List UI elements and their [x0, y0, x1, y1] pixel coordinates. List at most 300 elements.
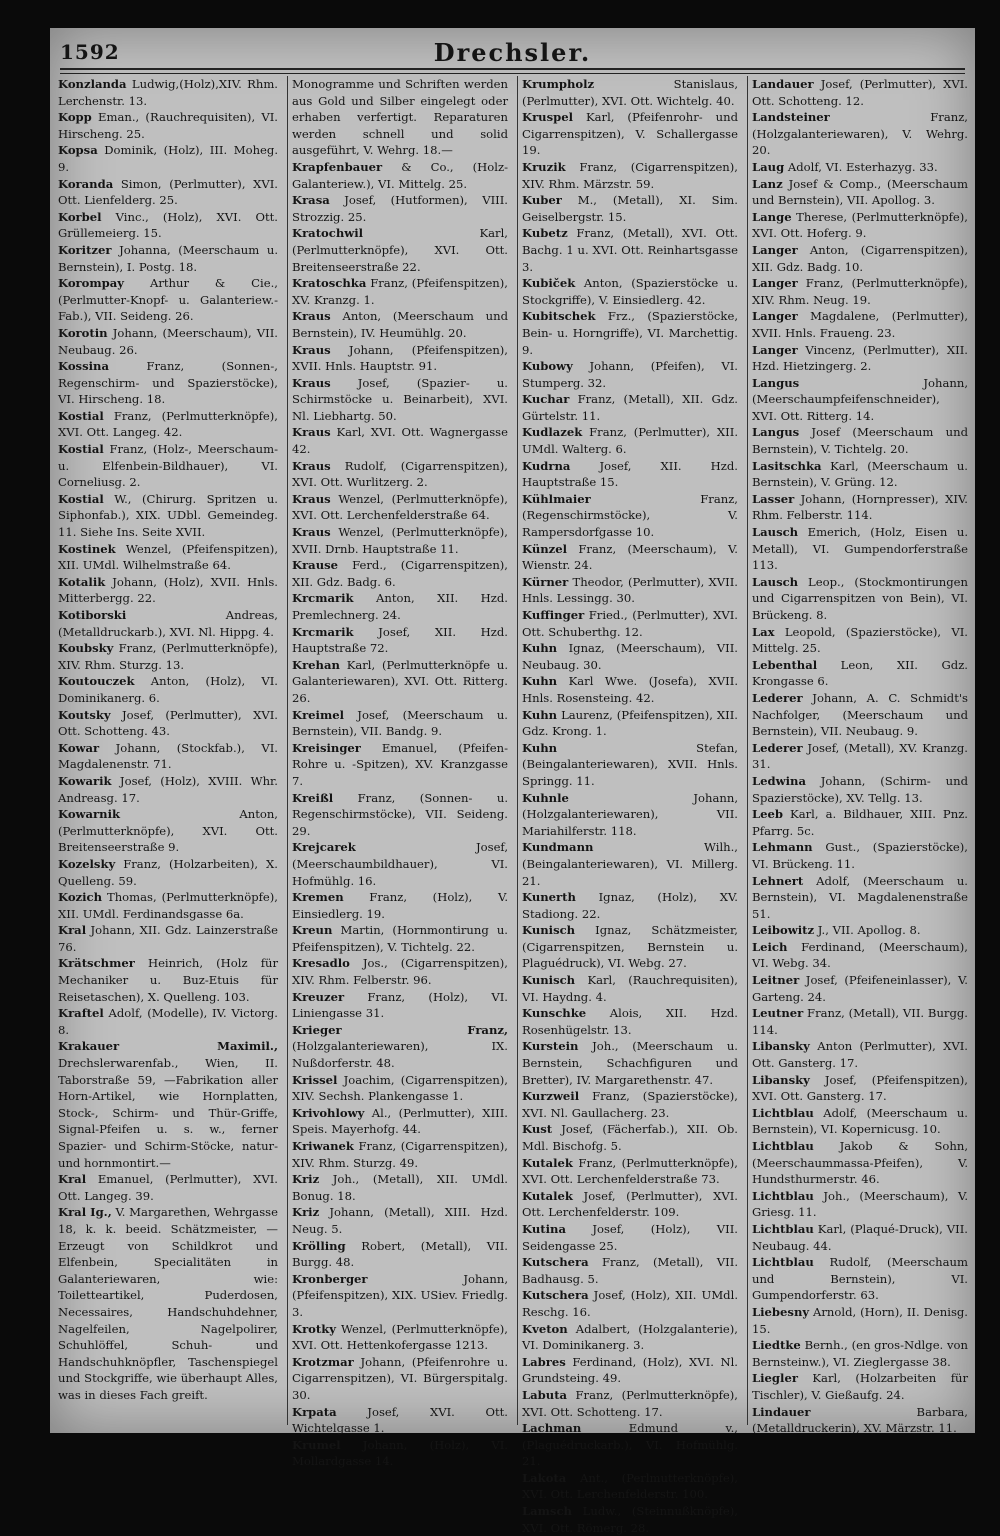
column-2 [287, 76, 508, 1469]
entry-name: Kuber [522, 193, 562, 208]
directory-entry [58, 673, 278, 706]
entry-details: Josef, (Perlmutter), XVI. Ott. Lerchenfelderstr. 109. [522, 1188, 738, 1220]
entry-details: Johann, (Metall), XIII. Hzd. Neug. 5. [292, 1205, 508, 1236]
entry-name: Krumpholz [522, 77, 595, 91]
directory-entry [292, 524, 508, 557]
entry-details: Johann, (Hornpresser), XIV. Rhm. Felberstr. 114. [752, 491, 968, 523]
entry-details: Arthur & Cie., (Perlmutter-Knopf- u. Galanteriew.-Fab.), VII. Seideng. 26. [58, 276, 278, 324]
entry-details: Franz, (Cigarrenspitzen), XIV. Rhm. Märzstr. 59. [522, 159, 738, 191]
entry-name: Koutouczek [58, 674, 135, 689]
entry-details: Emanuel, (Pfeifen-Rohre u. -Spitzen), XV. Kranzgasse 7. [292, 740, 508, 788]
directory-entry [752, 342, 968, 375]
column-4 [747, 76, 968, 1436]
directory-entry [752, 109, 968, 159]
entry-details: (Holzgalanteriewaren), IX. Nußdorferstr. 48. [292, 1039, 508, 1071]
directory-entry [58, 358, 278, 408]
directory-entry [58, 574, 278, 607]
entry-name: Langer [752, 276, 798, 291]
entry-details: Johanna, (Meerschaum u. Bernstein), I. Postg. 18. [58, 242, 278, 274]
entry-details: Ludwig,(Holz),XIV. Rhm. Lerchenstr. 13. [58, 77, 278, 108]
entry-details: Franz, (Metall), XII. Gdz. Gürtelstr. 11. [522, 392, 738, 423]
directory-entry [752, 574, 968, 624]
entry-details: Franz, (Holz-, Meerschaum- u. Elfenbein-Bildhauer), VI. Corneliusg. 2. [58, 442, 278, 490]
entry-name: Leeb [752, 807, 784, 822]
entry-details: Ant., (Perlmutterknöpfe), XVI. Ott. Lerchenfelderstr. 100. [522, 1470, 738, 1502]
directory-entry [522, 1387, 738, 1420]
entry-details: Adolf, (Meerschaum u. Bernstein), VI. Magdalenenstraße 51. [752, 873, 968, 921]
entry-name: Kundmann [522, 840, 594, 855]
directory-entry [522, 424, 738, 457]
entry-name: Kubitschek [522, 309, 596, 324]
entry-details: Franz, (Perlmutterknöpfe), XVI. Ott. Lerchenfelderstraße 73. [522, 1155, 738, 1187]
entry-details: Karl, (Rauchrequisiten), VI. Haydng. 4. [522, 973, 738, 1004]
entry-name: Koutsky [58, 707, 111, 722]
directory-entry [292, 657, 508, 707]
directory-entry [522, 1221, 738, 1254]
entry-details: Eman., (Rauchrequisiten), VI. Hirscheng. 25. [58, 110, 278, 141]
directory-entry [522, 1420, 738, 1470]
entry-name: Krölling [292, 1238, 346, 1253]
directory-entry [752, 1370, 968, 1403]
entry-name: Kutina [522, 1221, 566, 1236]
entry-details: Josef, (Hutformen), VIII. Strozzig. 25. [292, 193, 508, 224]
directory-entry [292, 76, 508, 159]
entry-details: Joachim, (Cigarrenspitzen), XIV. Sechsh. Plankengasse 1. [292, 1072, 508, 1104]
directory-entry [752, 1404, 968, 1437]
entry-name: Kunerth [522, 890, 576, 905]
entry-details: Anton (Perlmutter), XVI. Ott. Gansterg. 17. [752, 1039, 968, 1071]
directory-entry [522, 640, 738, 673]
directory-entry [58, 408, 278, 441]
directory-entry [292, 308, 508, 341]
entry-name: Kowarik [58, 773, 112, 788]
entry-details: Wenzel, (Perlmutterknöpfe), XVI. Ott. Hettenkofergasse 1213. [292, 1321, 508, 1353]
entry-name: Kunschke [522, 1006, 587, 1021]
entry-details: Karl, XVI. Ott. Wagnergasse 42. [292, 425, 508, 457]
entry-name: Leitner [752, 973, 800, 988]
directory-entry [522, 391, 738, 424]
directory-entry [292, 342, 508, 375]
directory-entry [752, 1254, 968, 1304]
entry-name: Krasa [292, 193, 330, 208]
entry-name: Kubowy [522, 359, 573, 374]
directory-entry [292, 1171, 508, 1204]
entry-name: Kuhnle [522, 790, 569, 805]
directory-entry [752, 939, 968, 972]
entry-details: Ignaz, Schätzmeister, (Cigarrenspitzen, Bernstein u. Plaguédruck), VI. Webg. 27. [522, 923, 738, 971]
directory-entry [292, 707, 508, 740]
entry-name: Kürner [522, 574, 569, 589]
directory-entry [292, 225, 508, 275]
entry-name: Kuchar [522, 392, 570, 407]
directory-entry [58, 142, 278, 175]
directory-entry [752, 873, 968, 923]
entry-name: Lanz [752, 176, 783, 191]
entry-details: Gust., (Spazierstöcke), VI. Brückeng. 11. [752, 840, 968, 871]
entry-details: Franz, (Pfeifenspitzen), XV. Kranzg. 1. [292, 276, 508, 307]
entry-name: Lehnert [752, 873, 804, 888]
entry-details: Wilh., (Beingalanteriewaren), VI. Millerg. 21. [522, 840, 738, 888]
entry-details: Franz, (Metall), XVI. Ott. Bachg. 1 u. XVI. Ott. Reinhartsgasse 3. [522, 226, 738, 274]
entry-name: Kuhn [522, 740, 558, 755]
entry-details: Joh., (Metall), XII. UMdl. Bonug. 18. [292, 1172, 508, 1203]
entry-name: Kotalik [58, 574, 106, 589]
entry-name: Kutschera [522, 1255, 589, 1270]
directory-entry [292, 1404, 508, 1437]
entry-details: Ignaz, (Holz), XV. Stadiong. 22. [522, 890, 738, 921]
directory-entry [522, 458, 738, 491]
directory-entry [292, 557, 508, 590]
entry-name: Kubetz [522, 226, 568, 241]
entry-name: Kronberger [292, 1271, 368, 1286]
entry-details: Josef, (Perlmutter), XVI. Ott. Schotteng. 43. [58, 707, 278, 739]
directory-entry [752, 375, 968, 425]
directory-entry [522, 1321, 738, 1354]
directory-entry [58, 955, 278, 1005]
directory-entry [292, 1354, 508, 1404]
entry-name: Kriz [292, 1172, 320, 1187]
entry-name: Krapfenbauer [292, 159, 383, 174]
directory-entry [752, 242, 968, 275]
entry-name: Langer [752, 342, 798, 357]
directory-entry [522, 972, 738, 1005]
entry-name: Kraus [292, 309, 331, 324]
directory-entry [752, 1188, 968, 1221]
entry-details: Johann, (Pfeifen), VI. Stumperg. 32. [522, 359, 738, 390]
entry-name: Lakota [522, 1470, 567, 1485]
entry-name: Kral Ig., [58, 1205, 112, 1220]
entry-name: Kudrna [522, 458, 571, 473]
entry-details: Franz, (Holzarbeiten), X. Quelleng. 59. [58, 856, 278, 888]
directory-entry [292, 839, 508, 889]
entry-name: Kutschera [522, 1288, 589, 1303]
entry-details: Barbara, (Metalldruckerin), XV. Märzstr. 11. [752, 1404, 968, 1436]
entry-details: Johann, (Holz), XVII. Hnls. Mitterbergg. 22. [58, 574, 278, 606]
entry-name: Kreisinger [292, 740, 361, 755]
directory-entry [752, 491, 968, 524]
directory-entry [752, 740, 968, 773]
directory-entry [752, 1072, 968, 1105]
directory-entry [292, 491, 508, 524]
entry-name: Kraftel [58, 1006, 104, 1021]
entry-details: Karl, (Perlmutterknöpfe), XVI. Ott. Breitenseerstraße 22. [292, 226, 508, 274]
entry-details: Therese, (Perlmutterknöpfe), XVI. Ott. Hoferg. 9. [752, 209, 968, 241]
directory-entry [522, 192, 738, 225]
entry-details: Josef, (Holz), XVIII. Whr. Andreasg. 17. [58, 773, 278, 805]
entry-details: Josef, (Pfeifeneinlasser), V. Garteng. 24. [752, 973, 968, 1004]
directory-entry [292, 1138, 508, 1171]
entry-details: Anton, (Perlmutterknöpfe), XVI. Ott. Breitenseerstraße 9. [58, 807, 278, 855]
entry-details: Adolf, (Meerschaum u. Bernstein), VI. Kopernicusg. 10. [752, 1105, 968, 1137]
entry-name: Libansky [752, 1039, 810, 1054]
entry-details: Ferdinand, (Meerschaum), VI. Webg. 34. [752, 939, 968, 971]
entry-details: Jakob & Sohn, (Meerschaummassa-Pfeifen), V. Hundsthurmerstr. 46. [752, 1139, 968, 1187]
directory-entry [292, 159, 508, 192]
entry-name: Liedtke [752, 1338, 801, 1353]
entry-details: Ferd., (Cigarrenspitzen), XII. Gdz. Badg. 6. [292, 558, 508, 589]
directory-entry [752, 690, 968, 740]
entry-name: Langer [752, 309, 798, 324]
entry-details: Johann, XII. Gdz. Lainzerstraße 76. [58, 923, 278, 954]
entry-details: Karl Wwe. (Josefa), XVII. Hnls. Rosensteing. 42. [522, 674, 738, 705]
directory-entry [522, 707, 738, 740]
directory-entry [522, 1503, 738, 1536]
entry-details: Johann, A. C. Schmidt's Nachfolger, (Meerschaum und Bernstein), VII. Neubaug. 9. [752, 690, 968, 739]
entry-details: Franz, (Perlmutterknöpfe), XVI. Ott. Langeg. 42. [58, 408, 278, 440]
entry-details: Alois, XII. Hzd. Rosenhügelstr. 13. [522, 1006, 738, 1037]
directory-entry [522, 225, 738, 275]
directory-entry [522, 358, 738, 391]
directory-entry [522, 159, 738, 192]
entry-details: Wenzel, (Perlmutterknöpfe), XVII. Drnb. Hauptstraße 11. [292, 525, 508, 556]
directory-entry [292, 1238, 508, 1271]
entry-details: & Co., (Holz-Galanteriew.), VI. Mittelg. 25. [292, 159, 508, 191]
entry-details: Josef & Comp., (Meerschaum und Bernstein), VII. Apollog. 3. [752, 176, 968, 208]
entry-name: Langus [752, 375, 800, 390]
entry-details: Martin, (Hornmontirung u. Pfeifenspitzen), V. Tichtelg. 22. [292, 923, 508, 954]
entry-name: Lausch [752, 525, 799, 540]
entry-details: Josef, (Perlmutter), XVI. Ott. Schotteng. 12. [752, 77, 968, 108]
entry-details: Vinc., (Holz), XVI. Ott. Grüllemeierg. 15. [58, 209, 278, 241]
entry-details: M., (Metall), XI. Sim. Geiselbergstr. 15. [522, 193, 738, 224]
directory-entry [58, 209, 278, 242]
entry-details: Arnold, (Horn), II. Denisg. 15. [752, 1304, 968, 1336]
entry-name: Lichtblau [752, 1139, 814, 1153]
entry-name: Kraus [292, 458, 331, 473]
directory-entry [522, 1121, 738, 1154]
directory-entry [752, 806, 968, 839]
entry-details: Wenzel, (Pfeifenspitzen), XII. UMdl. Wilhelmstraße 64. [58, 541, 278, 573]
directory-entry [292, 624, 508, 657]
entry-name: Kowar [58, 740, 100, 755]
directory-entry [292, 740, 508, 790]
entry-details: Franz, (Holz), V. Einsiedlerg. 19. [292, 890, 508, 921]
entry-details: Franz, (Cigarrenspitzen), XIV. Rhm. Sturzg. 49. [292, 1139, 508, 1170]
entry-name: Krotzmar [292, 1354, 354, 1369]
entry-details: Emerich, (Holz, Eisen u. Metall), VI. Gumpendorferstraße 113. [752, 525, 968, 573]
directory-entry [752, 1005, 968, 1038]
entry-name: Ledwina [752, 773, 806, 788]
directory-entry [752, 1337, 968, 1370]
entry-details: Josef, (Meerschaum u. Bernstein), VII. Bandg. 9. [292, 707, 508, 739]
entry-details: Anton, XII. Hzd. Premlechnerg. 24. [292, 591, 508, 622]
directory-entry [58, 607, 278, 640]
entry-name: Kopp [58, 110, 92, 125]
directory-entry [292, 192, 508, 225]
page-title: Drechsler. [433, 38, 592, 67]
entry-name: Kunisch [522, 923, 576, 938]
directory-entry [292, 989, 508, 1022]
entry-name: Lange [752, 209, 792, 224]
entry-details: Karl, (Perlmutterknöpfe u. Galanteriewaren), XVI. Ott. Ritterg. 26. [292, 657, 508, 705]
directory-entry [292, 1437, 508, 1470]
entry-details: Adalbert, (Holzgalanterie), VI. Dominikanerg. 3. [522, 1321, 738, 1353]
directory-entry [522, 541, 738, 574]
directory-entry [58, 1038, 278, 1171]
entry-name: Kurzweil [522, 1089, 580, 1104]
entry-name: Krause [292, 558, 339, 573]
entry-details: Karl, (Holzarbeiten für Tischler), V. Gießaufg. 24. [752, 1371, 968, 1402]
entry-details: Johann, (Holz), VI. Mollardgasse 14. [292, 1437, 508, 1469]
entry-name: Leutner [752, 1006, 804, 1021]
entry-name: Laug [752, 159, 785, 174]
entry-details: Bernh., (en gros-Ndlge. von Bernsteinw.), VI. Zieglergasse 38. [752, 1338, 968, 1369]
entry-details: Karl, (Plaqué-Druck), VII. Neubaug. 44. [752, 1221, 968, 1253]
directory-entry [752, 773, 968, 806]
directory-entry [292, 375, 508, 425]
directory-entry [292, 955, 508, 988]
directory-entry [292, 424, 508, 457]
entry-name: Lebenthal [752, 657, 818, 672]
entry-details: Franz, (Holzgalanteriewaren), V. Wehrg. 20. [752, 110, 968, 158]
entry-details: Josef, XVI. Ott. Wichtelgasse 1. [292, 1404, 508, 1436]
entry-details: Leop., (Stockmontirungen und Cigarrenspitzen von Bein), VI. Brückeng. 8. [752, 574, 968, 622]
entry-details: Josef, XII. Hzd. Hauptstraße 72. [292, 624, 508, 656]
directory-entry [752, 76, 968, 109]
entry-name: Kratoschka [292, 276, 367, 291]
entry-name: Libansky [752, 1072, 810, 1087]
entry-name: Kraus [292, 525, 331, 540]
entry-name: Korbel [58, 209, 102, 224]
entry-name: Krotky [292, 1321, 337, 1336]
entry-details: Johann, (Pfeifenrohre u. Cigarrenspitzen), VI. Bürgerspitalg. 30. [292, 1354, 508, 1402]
directory-entry [292, 1072, 508, 1105]
directory-entry [752, 1105, 968, 1138]
entry-details: Ferdinand, (Holz), XVI. Nl. Grundsteing. 49. [522, 1354, 738, 1386]
entry-name: Lederer [752, 740, 803, 755]
entry-name: Kühlmaier [522, 491, 591, 506]
entry-details: Josef, (Metall), XV. Kranzg. 31. [752, 740, 968, 772]
entry-details: Josef (Meerschaum und Bernstein), V. Tichtelg. 20. [752, 425, 968, 457]
entry-details: Franz, (Perlmutter), XII. UMdl. Walterg. 6. [522, 425, 738, 457]
entry-details: Jos., (Cigarrenspitzen), XIV. Rhm. Felberstr. 96. [292, 956, 508, 988]
entry-name: Konzlanda [58, 77, 127, 91]
entry-name: Kust [522, 1122, 553, 1137]
entry-name: Lederer [752, 690, 803, 705]
entry-details: Thomas, (Perlmutterknöpfe), XII. UMdl. Ferdinandsgasse 6a. [58, 890, 278, 921]
entry-name: Landsteiner [752, 110, 830, 125]
entry-details: Johann, (Meerschaum), VII. Neubaug. 26. [58, 325, 278, 357]
directory-entry [292, 1105, 508, 1138]
entry-name: Kreuzer [292, 989, 345, 1004]
entry-name: Kratochwil [292, 226, 364, 241]
entry-name: Kveton [522, 1321, 568, 1336]
entry-name: Kreun [292, 923, 333, 938]
entry-details: Franz, (Meerschaum), V. Wienstr. 24. [522, 541, 738, 573]
entry-name: Kreimel [292, 707, 345, 722]
entry-details: Josef, (Holz), XII. UMdl. Reschg. 16. [522, 1288, 738, 1319]
directory-entry [58, 1171, 278, 1204]
directory-entry [522, 790, 738, 840]
directory-entry [752, 308, 968, 341]
directory-entry [522, 1155, 738, 1188]
directory-entry [292, 458, 508, 491]
entry-name: Krejcarek [292, 840, 356, 855]
entry-name: Kutalek [522, 1188, 573, 1203]
entry-name: Koritzer [58, 242, 112, 257]
entry-details: Vincenz, (Perlmutter), XII. Hzd. Hietzingerg. 2. [752, 342, 968, 374]
entry-name: Krehan [292, 657, 340, 672]
entry-name: Kruspel [522, 110, 574, 125]
entry-details: Robert, (Metall), VII. Burgg. 48. [292, 1238, 508, 1270]
entry-name: Kubiček [522, 276, 576, 291]
entry-name: Krcmarik [292, 624, 354, 639]
directory-entry [522, 109, 738, 159]
entry-details: Franz, (Perlmutterknöpfe), XIV. Rhm. Neug. 19. [752, 276, 968, 307]
directory-entry [752, 657, 968, 690]
entry-name: Kurstein [522, 1039, 579, 1054]
column-3 [517, 76, 738, 1535]
entry-name: Lachman [522, 1421, 582, 1436]
directory-entry [752, 1138, 968, 1188]
entry-name: Kutalek [522, 1155, 573, 1170]
entry-name: Krpata [292, 1404, 337, 1419]
entry-name: Kuhn [522, 674, 558, 689]
entry-details: Franz, (Perlmutterknöpfe), XIV. Rhm. Sturzg. 13. [58, 641, 278, 672]
entry-details: Franz, (Holz), VI. Liniengasse 31. [292, 989, 508, 1021]
entry-details: Johann, (Meerschaumpfeifenschneider), XVI. Ott. Ritterg. 14. [752, 375, 968, 423]
entry-name: Kuhn [522, 641, 558, 656]
entry-name: Kraus [292, 425, 331, 440]
entry-details: Joh., (Meerschaum), V. Griesg. 11. [752, 1188, 968, 1220]
directory-entry [292, 1022, 508, 1072]
directory-entry [752, 275, 968, 308]
entry-name: Kuffinger [522, 608, 585, 622]
directory-entry [292, 590, 508, 623]
entry-details: Drechslerwarenfab., Wien, II. Taborstraße 59, —Fabrikation aller Horn-Artikel, wie Hornplatten, Stock-, Schirm- und Thür-Griffe, Signal-Pfeifen u. s. w., ferner Spazier- und Schirm-Stöcke, natur- und hornmontirt.— [58, 1056, 278, 1170]
directory-entry [58, 325, 278, 358]
directory-entry [292, 790, 508, 840]
entry-details: Adolf, VI. Esterhazyg. 33. [784, 159, 938, 174]
entry-name: Lehmann [752, 840, 813, 855]
directory-entry [522, 673, 738, 706]
entry-name: Kozich [58, 890, 103, 905]
entry-details: Dominik, (Holz), III. Moheg. 9. [58, 143, 278, 174]
entry-name: Lindauer [752, 1404, 811, 1419]
entry-details: Franz, (Sonnen-, Regenschirm- und Spazierstöcke), VI. Hirscheng. 18. [58, 359, 278, 407]
directory-entry [292, 889, 508, 922]
directory-entry [292, 1321, 508, 1354]
entry-details: Al., (Perlmutter), XIII. Speis. Mayerhofg. 44. [292, 1105, 508, 1137]
entry-details: Edmund v., (Plaguédruckarb.), VI. Hofmühlg. 21. [522, 1421, 738, 1469]
entry-details: Franz, (Perlmutterknöpfe), XVI. Ott. Schotteng. 17. [522, 1387, 738, 1419]
entry-name: Kossina [58, 359, 109, 374]
directory-entry [58, 707, 278, 740]
directory-entry [292, 275, 508, 308]
directory-entry [752, 972, 968, 1005]
entry-name: Kriwanek [292, 1139, 354, 1153]
directory-entry [522, 76, 738, 109]
directory-entry [522, 1287, 738, 1320]
directory-entry [522, 1088, 738, 1121]
entry-details: Johann, (Pfeifenspitzen), XIX. USiev. Friedlg. 3. [292, 1271, 508, 1319]
directory-entry [522, 308, 738, 358]
entry-details: Karl, (Pfeifenrohr- und Cigarrenspitzen), V. Schallergasse 19. [522, 110, 738, 158]
entry-name: Labuta [522, 1387, 568, 1402]
directory-entry [752, 1038, 968, 1071]
entry-details: J., VII. Apollog. 8. [814, 923, 921, 938]
directory-entry [522, 1005, 738, 1038]
entry-name: Langer [752, 242, 798, 257]
entry-name: Lichtblau [752, 1188, 814, 1203]
entry-name: Kruzik [522, 159, 566, 174]
entry-name: Kreißl [292, 790, 334, 805]
entry-name: Kostial [58, 408, 104, 423]
entry-details: W., (Chirurg. Spritzen u. Siphonfab.), XIX. UDbl. Gemeindeg. 11. Siehe Ins. Seite XVII. [58, 491, 278, 540]
directory-entry [58, 640, 278, 673]
directory-entry [522, 922, 738, 972]
entry-name: Korompay [58, 276, 125, 291]
